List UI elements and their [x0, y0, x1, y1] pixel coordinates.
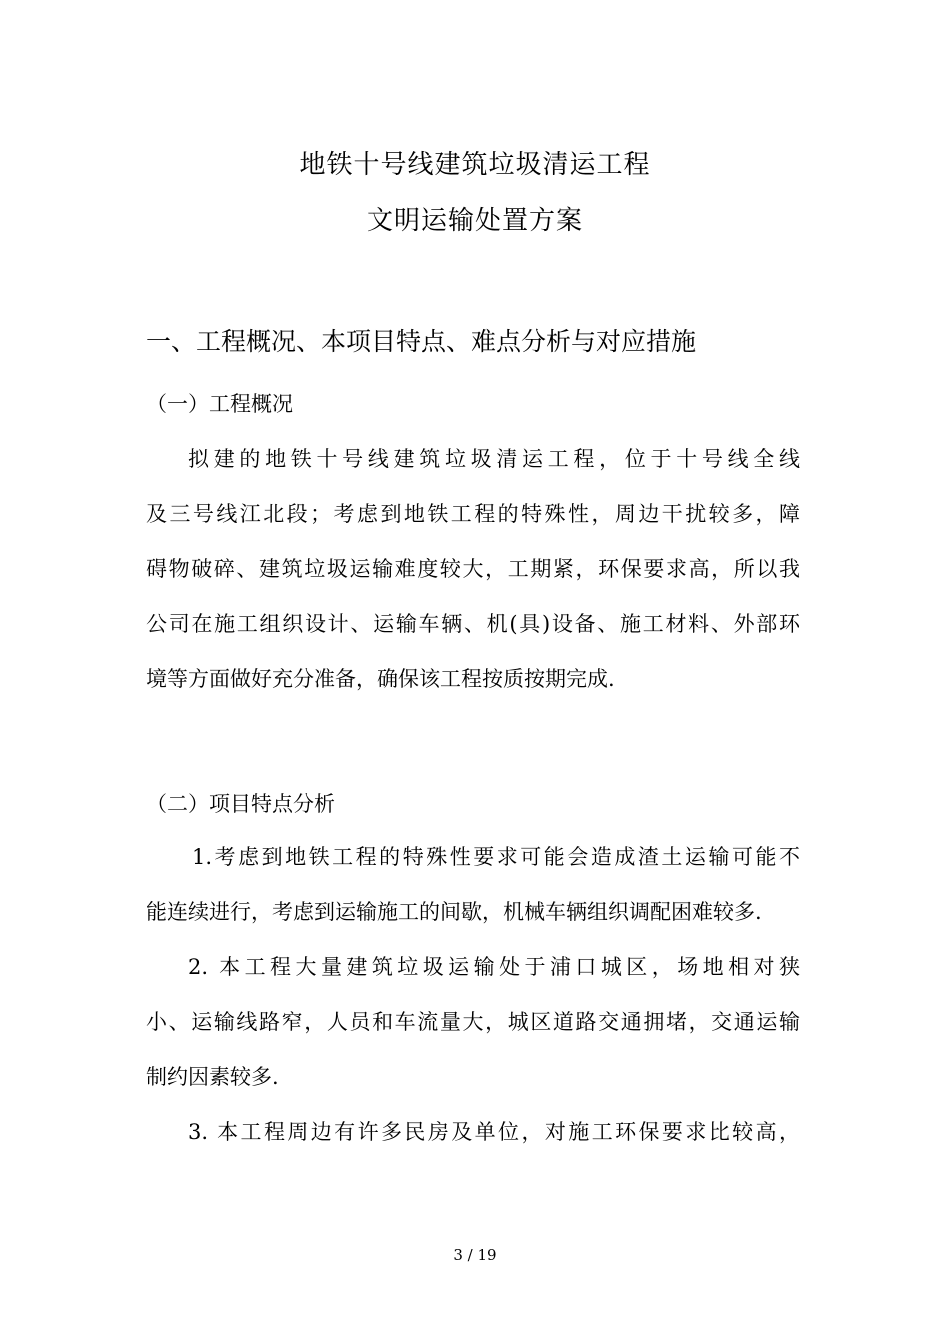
section-heading: 一、工程概况、本项目特点、难点分析与对应措施 — [146, 327, 697, 356]
paragraph-line: 小、运输线路窄，人员和车流量大，城区道路交通拥堵，交通运输 — [146, 1010, 800, 1034]
paragraph-line: 1.考虑到地铁工程的特殊性要求可能会造成渣土运输可能不 — [192, 845, 800, 869]
overview-paragraph — [146, 432, 800, 707]
paragraph-line: 3. 本工程周边有许多民房及单位，对施工环保要求比较高， — [188, 1120, 800, 1144]
paragraph-line: 碍物破碎、建筑垃圾运输难度较大，工期紧，环保要求高，所以我 — [146, 557, 800, 581]
paragraph-line: 制约因素较多. — [146, 1065, 279, 1089]
document-title-line-1: 地铁十号线建筑垃圾清运工程 — [299, 150, 651, 180]
paragraph-line: 2. 本工程大量建筑垃圾运输处于浦口城区，场地相对狭 — [188, 955, 800, 979]
document-title-line-2: 文明运输处置方案 — [366, 206, 583, 236]
paragraph-line: 拟建的地铁十号线建筑垃圾清运工程，位于十号线全线 — [188, 447, 800, 471]
page-number: 3 / 19 — [453, 1246, 497, 1264]
paragraph-line: 境等方面做好充分准备，确保该工程按质按期完成. — [146, 667, 615, 691]
feature-item-2 — [146, 940, 800, 1105]
feature-item-3 — [146, 1105, 800, 1160]
feature-item-1 — [146, 830, 800, 940]
paragraph-line: 公司在施工组织设计、运输车辆、机(具)设备、施工材料、外部环 — [146, 612, 800, 636]
paragraph-line: 能连续进行，考虑到运输施工的间歇，机械车辆组织调配困难较多. — [146, 900, 762, 924]
paragraph-line: 及三号线江北段；考虑到地铁工程的特殊性，周边干扰较多，障 — [146, 502, 800, 526]
subsection-heading-overview: （一）工程概况 — [146, 392, 293, 416]
subsection-heading-features: （二）项目特点分析 — [146, 792, 335, 816]
